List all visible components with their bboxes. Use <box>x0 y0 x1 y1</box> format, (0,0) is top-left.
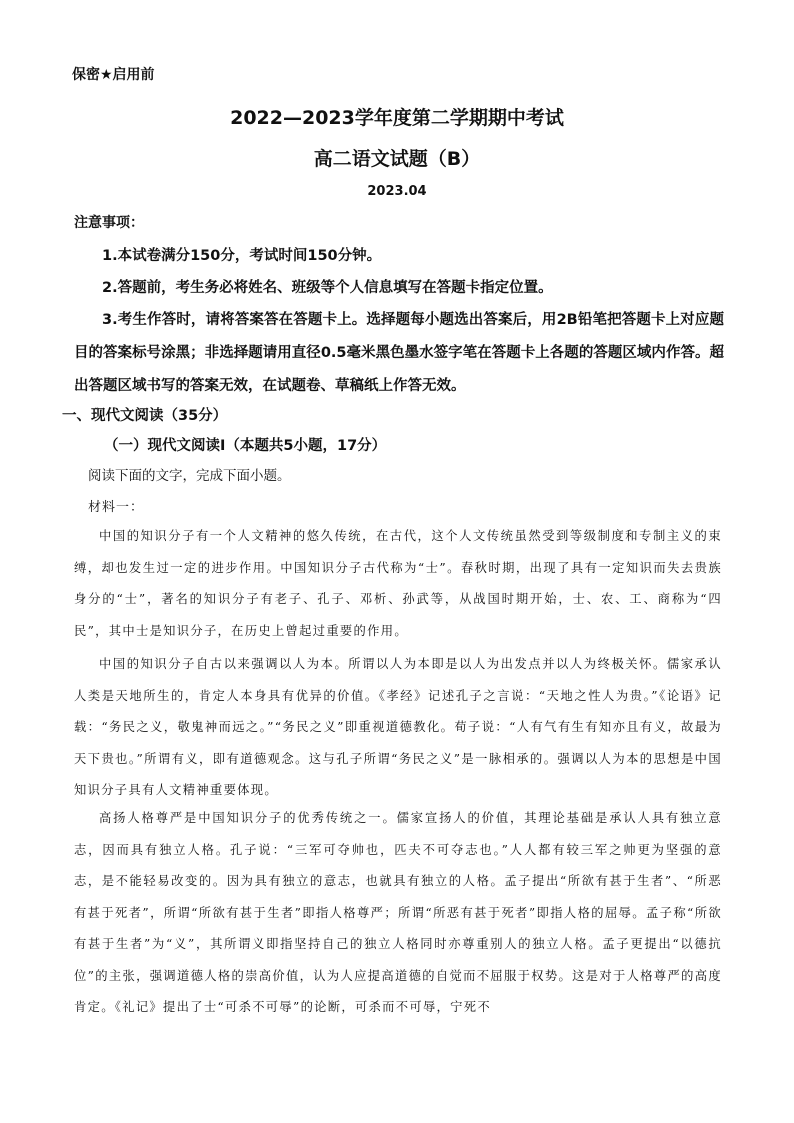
passage-paragraph-1: 中国的知识分子有一个人文精神的悠久传统，在古代，这个人文传统虽然受到等级制度和专制主义的束缚，却也发生过一定的进步作用。中国知识分子古代称为“士”。春秋时期，出现了具有一定知识而失去贵族身分的“士”，著名的知识分子有老子、孔子、邓析、孙武等，从战国时期开始，士、农、工、商称为“四民”，其中士是知识分子，在历史上曾起过重要的作用。 <box>74 529 722 638</box>
notice-item-3: 3.考生作答时，请将答案答在答题卡上。选择题每小题选出答案后，用2B铅笔把答题卡上对应题目的答案标号涂黑；非选择题请用直径0.5毫米黑色墨水签字笔在答题卡上各题的答题区域内作答。超出答题区域书写的答案无效，在试题卷、草稿纸上作答无效。 <box>74 312 724 394</box>
material-label: 材料一： <box>88 500 145 515</box>
passage-paragraph-2: 中国的知识分子自古以来强调以人为本。所谓以人为本即是以人为出发点并以人为终极关怀。儒家承认人类是天地所生的，肯定人本身具有优异的价值。《孝经》记述孔子之言说：“天地之性人为贵。”《论语》记载：“务民之义，敬鬼神而远之。”“务民之义”即重视道德教化。荀子说：“人有气有生有知亦且有义，故最为天下贵也。”所谓有义，即有道德观念。这与孔子所谓“务民之义”是一脉相承的。强调以人为本的思想是中国知识分子具有人文精神重要体现。 <box>74 657 722 797</box>
exam-title: 2022—2023学年度第二学期期中考试 <box>230 107 564 129</box>
exam-date: 2023.04 <box>367 184 427 199</box>
notice-item-1: 1.本试卷满分150分，考试时间150分钟。 <box>102 248 382 264</box>
reading-instruction: 阅读下面的文字，完成下面小题。 <box>88 468 291 484</box>
notice-item-2: 2.答题前，考生务必将姓名、班级等个人信息填写在答题卡指定位置。 <box>102 280 553 296</box>
subsection-title: （一）现代文阅读Ⅰ（本题共5小题，17分） <box>104 438 387 454</box>
section-title: 一、现代文阅读（35分） <box>62 408 228 424</box>
passage-paragraph-3: 高扬人格尊严是中国知识分子的优秀传统之一。儒家宣扬人的价值，其理论基础是承认人具有独立意志，因而具有独立人格。孔子说：“三军可夺帅也，匹夫不可夺志也。”人人都有较三军之帅更为坚强的意志，是不能轻易改变的。因为具有独立的意志，也就具有独立的人格。孟子提出“所欲有甚于生者”、“所恶有甚于死者”，所谓“所欲有甚于生者”即指人格尊严；所谓“所恶有甚于死者”即指人格的屈辱。孟子称“所欲有甚于生者”为“义”，其所谓义即指坚持自己的独立人格同时亦尊重别人的独立人格。孟子更提出“以德抗位”的主张，强调道德人格的崇高价值，认为人应提高道德的自觉而不屈服于权势。这是对于人格尊严的高度肯定。《礼记》提出了士“可杀不可辱”的论断，可杀而不可辱，宁死不 <box>74 811 722 1014</box>
confidential-label: 保密★启用前 <box>72 67 155 83</box>
notice-heading: 注意事项： <box>74 215 144 231</box>
exam-subtitle: 高二语文试题（B） <box>313 148 481 170</box>
